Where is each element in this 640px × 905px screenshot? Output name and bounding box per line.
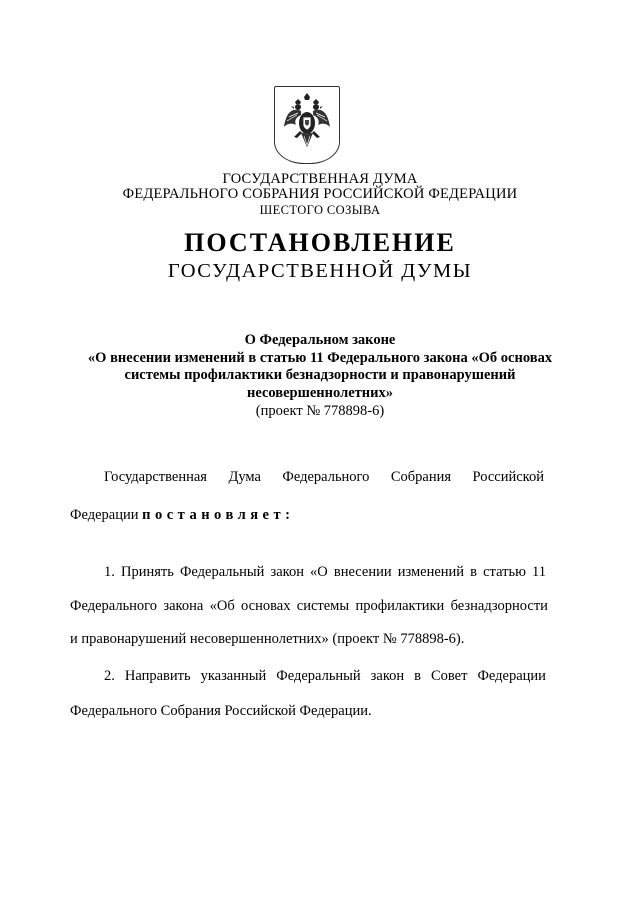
header-convocation: ШЕСТОГО СОЗЫВА [259, 203, 381, 217]
double-headed-eagle-icon [282, 93, 332, 153]
preamble-line-2 [70, 507, 548, 524]
item-word: безнадзорности [450, 598, 548, 614]
item-word: внесении [333, 564, 392, 580]
item-word: Федерации [477, 668, 546, 684]
item-word: «О [310, 564, 328, 580]
item-word: Федеральный [179, 564, 265, 580]
item-word: в [414, 668, 421, 684]
item-word: в [470, 564, 478, 580]
project-number: (проект № 778898-6) [255, 403, 385, 419]
item-word: Направить [124, 668, 191, 684]
preamble-word: Федерального [282, 469, 370, 485]
item-word: 11 [532, 564, 546, 580]
resolves-emphasis: постановляет: [142, 507, 295, 523]
item-2-line-2: Федерального Собрания Российской Федерации. [70, 703, 372, 719]
item-word: профилактики [355, 598, 445, 614]
item-word: закона [163, 598, 204, 614]
item-1-line-2 [70, 598, 548, 615]
preamble-text: Федерации [70, 507, 143, 523]
item-word: «Об [209, 598, 235, 614]
item-word: изменений [397, 564, 465, 580]
subject-line-1: О Федеральном законе [244, 332, 396, 348]
item-word: Принять [120, 564, 174, 580]
document-title: ПОСТАНОВЛЕНИЕ [184, 228, 456, 257]
item-word: 2. [104, 668, 115, 684]
item-word: 1. [104, 564, 115, 580]
preamble-word: Российской [472, 469, 544, 485]
preamble-word: Государственная [104, 469, 207, 485]
document-subtitle: ГОСУДАРСТВЕННОЙ ДУМЫ [167, 260, 473, 282]
subject-line-3: системы профилактики безнадзорности и правонарушений [124, 367, 516, 383]
item-word: основах [241, 598, 291, 614]
item-word: Федеральный [276, 668, 361, 684]
item-1-line-1 [104, 564, 546, 581]
item-word: указанный [200, 668, 267, 684]
item-word: закон [270, 564, 304, 580]
header-federal-assembly: ФЕДЕРАЛЬНОГО СОБРАНИЯ РОССИЙСКОЙ ФЕДЕРАЦИИ [122, 186, 518, 202]
coat-of-arms-emblem [274, 86, 340, 164]
preamble-line-1 [104, 469, 544, 486]
preamble-word: Собрания [390, 469, 452, 485]
item-1-line-3: и правонарушений несовершеннолетних» (проект № 778898-6). [70, 631, 465, 647]
item-word: закон [370, 668, 405, 684]
header-duma: ГОСУДАРСТВЕННАЯ ДУМА [222, 171, 418, 187]
subject-line-4: несовершеннолетних» [247, 385, 393, 401]
subject-line-2: «О внесении изменений в статью 11 Федерального закона «Об основах [87, 350, 553, 366]
preamble-word: Дума [228, 469, 261, 485]
item-word: системы [296, 598, 350, 614]
item-2-line-1 [104, 668, 546, 685]
item-word: Совет [430, 668, 468, 684]
item-word: Федерального [70, 598, 158, 614]
item-word: статью [483, 564, 526, 580]
